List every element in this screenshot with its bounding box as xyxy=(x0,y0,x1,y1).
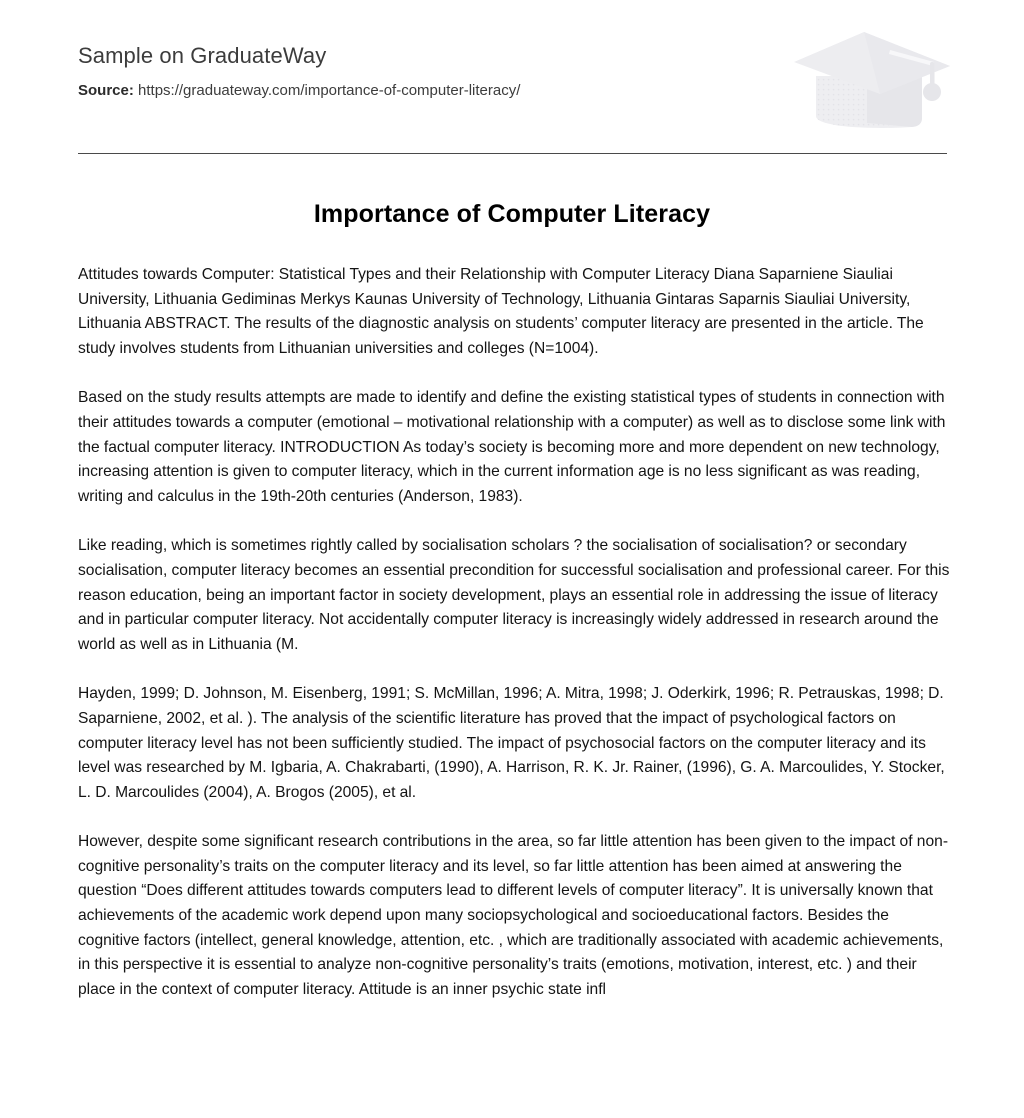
brand-title: Sample on GraduateWay xyxy=(78,43,327,68)
page-header xyxy=(0,0,1024,100)
page-title: Importance of Computer Literacy xyxy=(313,200,711,228)
paragraph: Based on the study results attempts are made to identify and define the existing statistical types of students in connection with their attitudes towards a computer (emotional – motivational relationship with a computer) as well as to disclose some link with the factual computer literacy. INTRODUCTION As today’s society is becoming more and more dependent on new technology, increasing attention is given to computer literacy, which in the current information age is no less significant as was reading, writing and calculus in the 19th-20th centuries (Anderson, 1983). xyxy=(78,389,946,505)
header-divider xyxy=(78,153,947,154)
source-url[interactable]: https://graduateway.com/importance-of-computer-literacy/ xyxy=(138,82,521,99)
paragraph: Hayden, 1999; D. Johnson, M. Eisenberg, 1991; S. McMillan, 1996; A. Mitra, 1998; J. Oderkirk, 1996; R. Petrauskas, 1998; D. Saparniene, 2002, et al. ). The analysis of the scientific literature has proved that the impact of psychological factors on computer literacy level has not been sufficiently studied. The impact of psychosocial factors on the computer literacy and its level was researched by M. Igbaria, A. Chakrabarti, (1990), A. Harrison, R. K. Jr. Rainer, (1996), G. A. Marcoulides, Y. Stocker, L. D. Marcoulides (2004), A. Brogos (2005), et al. xyxy=(78,685,945,801)
source-label: Source: xyxy=(78,82,134,99)
article-body xyxy=(78,263,950,1002)
paragraph: However, despite some significant research contributions in the area, so far little attention has been given to the impact of non-cognitive personality’s traits on the computer literacy and its level, so far little attention has been aimed at answering the question “Does different attitudes towards computers lead to different levels of computer literacy”. It is universally known that achievements of the academic work depend upon many sociopsychological and socioeducational factors. Besides the cognitive factors (intellect, general knowledge, attention, etc. , which are traditionally associated with academic achievements, in this perspective it is essential to analyze non-cognitive personality’s traits (emotions, motivation, interest, etc. ) and their place in the context of computer literacy. Attitude is an inner psychic state infl xyxy=(78,833,949,998)
paragraph: Like reading, which is sometimes rightly called by socialisation scholars ? the socialisation of socialisation? or secondary socialisation, computer literacy becomes an essential precondition for successful socialisation and professional career. For this reason education, being an important factor in society development, plays an essential role in addressing the issue of literacy and in particular computer literacy. Not accidentally computer literacy is increasingly widely addressed in research around the world as well as in Lithuania (M. xyxy=(78,537,950,653)
paragraph: Attitudes towards Computer: Statistical Types and their Relationship with Computer Literacy Diana Saparniene Siauliai University, Lithuania Gediminas Merkys Kaunas University of Technology, Lithuania Gintaras Saparnis Siauliai University, Lithuania ABSTRACT. The results of the diagnostic analysis on students’ computer literacy are presented in the article. The study involves students from Lithuanian universities and colleges (N=1004). xyxy=(78,266,924,357)
source-line xyxy=(78,81,946,101)
